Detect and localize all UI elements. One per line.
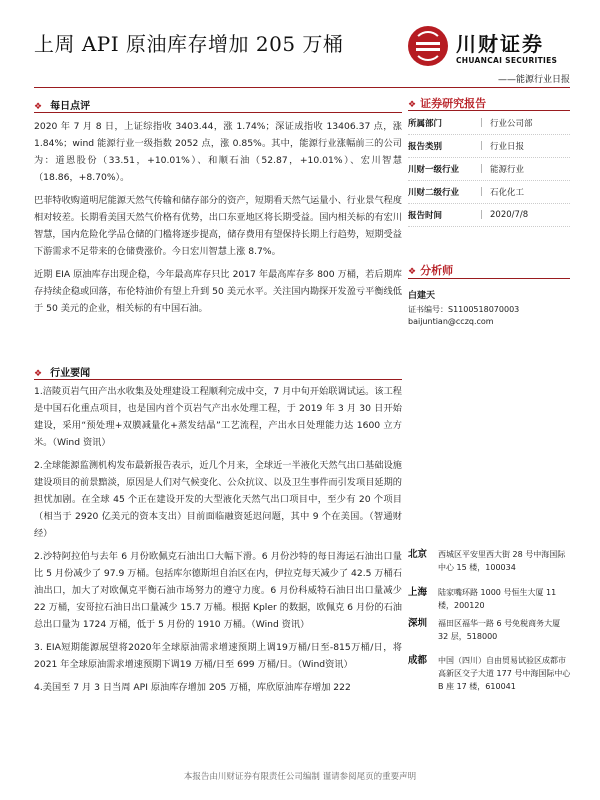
logo-text-cn: 川财证券 — [456, 32, 544, 56]
info-label: 报告时间 — [408, 211, 443, 221]
office-chengdu — [408, 654, 570, 714]
info-label: 所属部门 — [408, 119, 443, 129]
page-footer: 本报告由川财证券有限责任公司编制 谨请参阅尾页的重要声明 — [183, 772, 417, 782]
office-city: 成都 — [408, 655, 428, 666]
office-address: 陆家嘴环路 1000 号恒生大厦 11 楼，200120 — [438, 588, 557, 610]
section-divider — [34, 112, 402, 113]
analyst-info — [408, 290, 519, 328]
diamond-icon: ❖ — [34, 369, 43, 379]
diamond-icon: ❖ — [408, 267, 417, 277]
news-item: 1.涪陵页岩气田产出水收集及处理建设工程顺利完成中交，7 月中旬开始联调试运。该工程是中国石化重点项目，也是国内首个页岩气产出水处理工程，于 2019 年 3 月 30 日开始建设，采用“预处理+双膜减量化+蒸发结晶”工艺流程，产出水日处理能力达 1600 立方米。（Wind 资讯） — [34, 386, 402, 448]
office-address: 中国（四川）自由贸易试验区成都市高新区交子大道 177 号中海国际中心 B 座 17 楼，610041 — [438, 656, 571, 691]
comment-paragraph: 近期 EIA 原油库存出现企稳，今年最高库存只比 2017 年最高库存多 800 万桶，若后期库存持续企稳或回落，布伦特油价有望上升到 50 美元水平。关注国内勘探开发盈亏平衡线低于 50 美元的企业，相关标的有中国石油。 — [34, 269, 402, 314]
industry-news-body — [34, 383, 402, 702]
company-logo — [408, 24, 570, 72]
analyst-cert: 证书编号：S1100518070003 — [408, 305, 520, 314]
news-item: 2.沙特阿拉伯与去年 6 月份欧佩克石油出口大幅下滑。6 月份沙特的每日海运石油出口量比 5 月份减少了 97.9 万桶。包括库尔德斯坦自治区在内，伊拉克每天减少了 42.5 万桶石油出口，加大了对欧佩克平衡石油市场努力的遵守力度。6 月份科威特石油日出口量减少 22 万桶，安哥拉石油日出口量减少 15.7 万桶。根据 Kpler 的数据，欧佩克 6 月份的石油总出口量为 1724 万桶，低于 5 月份的 1910 万桶。（Wind 资讯） — [34, 551, 402, 630]
section-divider — [408, 278, 570, 279]
info-value: 行业公司部 — [490, 119, 533, 129]
section-divider — [408, 110, 570, 111]
info-label: 川财一级行业 — [408, 165, 460, 175]
industry-news-title: 行业要闻 — [50, 368, 91, 379]
comment-paragraph: 巴菲特收购道明尼能源天然气传输和储存部分的资产，短期看天然气运量小、行业景气程度相对较差。长期看美国天然气价格有优势，出口东亚地区将长期受益。国内相关标的有宏川智慧，国内危险化学品仓储的门槛将逐步提高，储存费用有望保持长期上行趋势，短期受益下游需求不足带来的仓储费涨价。今日宏川智慧上涨 8.7%。 — [34, 195, 402, 257]
office-city: 北京 — [408, 549, 428, 560]
logo-emblem-icon — [408, 26, 448, 66]
daily-comment-title: 每日点评 — [50, 101, 91, 112]
header-divider — [34, 87, 570, 88]
info-value: 石化化工 — [490, 188, 525, 198]
info-row: 报告时间 | 2020/7/8 — [408, 204, 570, 227]
info-row: 川财二级行业 | 石化化工 — [408, 181, 570, 204]
news-item: 4.美国至 7 月 3 日当周 API 原油库存增加 205 万桶，库欣原油库存增加 222 — [34, 682, 351, 693]
info-row: 所属部门 | 行业公司部 — [408, 112, 570, 135]
diamond-icon: ❖ — [408, 100, 417, 110]
office-beijing — [408, 548, 570, 584]
office-shenzhen — [408, 617, 570, 653]
analyst-email[interactable]: baijuntian@cczq.com — [408, 317, 494, 326]
news-item: 2.全球能源监测机构发布最新报告表示，近几个月来，全球近一半液化天然气出口基础设施建设项目的前景黯淡，原因是人们对气候变化、公众抗议、以及卫生事件而引发项目延期的担忧加剧。在全球 45 个正在建设开发的大型液化天然气出口项目中，至少有 20 个项目（相当于 2920 亿美元的资本支出）目前面临融资延迟问题，其中 9 个在美国。（智通财经） — [34, 460, 402, 539]
office-address: 西城区平安里西大街 28 号中海国际中心 15 楼，100034 — [438, 550, 566, 572]
analyst-heading — [408, 262, 453, 278]
info-value: 能源行业 — [490, 165, 525, 175]
report-info-table — [408, 112, 570, 227]
report-info-title: 证券研究报告 — [420, 97, 487, 110]
office-city: 上海 — [408, 587, 428, 598]
info-row: 报告类别 | 行业日报 — [408, 135, 570, 158]
analyst-name: 白建天 — [408, 291, 436, 301]
logo-text-en: CHUANCAI SECURITIES — [456, 56, 558, 65]
comment-paragraph: 2020 年 7 月 8 日，上证综指收 3403.44，涨 1.74%；深证成指收 13406.37 点，涨 1.84%；wind 能源行业一级指数 2052 点，涨 0.85%。其中，能源行业涨幅前三的公司为：道恩股份（33.51，+10.01%）、和顺石油（52.87，+10.01%）、宏川智慧（18.86，+8.70%）。 — [34, 121, 402, 183]
info-label: 川财二级行业 — [408, 188, 460, 198]
section-divider — [34, 379, 402, 380]
info-label: 报告类别 — [408, 142, 443, 152]
news-item: 3. EIA短期能源展望将2020年全球原油需求增速预期上调19万桶/日至-815万桶/日，将 2021 年全球原油需求增速预期下调19 万桶/日至 699 万桶/日。（Wind资讯） — [34, 642, 402, 670]
office-city: 深圳 — [408, 618, 428, 629]
info-value: 2020/7/8 — [490, 210, 529, 220]
daily-comment-body — [34, 118, 402, 323]
industry-news-heading — [34, 364, 90, 379]
info-value: 行业日报 — [490, 142, 525, 152]
report-title: 上周 API 原油库存增加 205 万桶 — [34, 32, 344, 56]
diamond-icon: ❖ — [34, 102, 43, 112]
daily-comment-heading — [34, 97, 90, 112]
report-info-heading — [408, 95, 486, 111]
info-row: 川财一级行业 | 能源行业 — [408, 158, 570, 181]
analyst-title: 分析师 — [420, 264, 454, 277]
report-subtitle: ——能源行业日报 — [497, 75, 570, 85]
office-address: 福田区福华一路 6 号免税商务大厦 32 层，518000 — [438, 619, 561, 641]
